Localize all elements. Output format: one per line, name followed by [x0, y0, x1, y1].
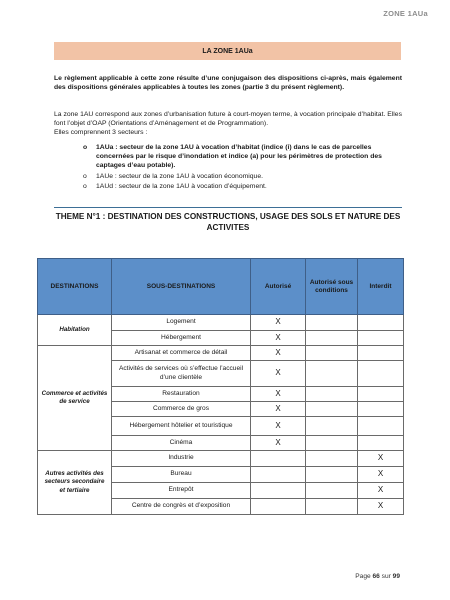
sector-text: 1AUe : secteur de la zone 1AU à vocation économique.	[96, 172, 264, 180]
conditions-cell	[306, 402, 358, 417]
conditions-cell	[306, 331, 358, 346]
intro-paragraph	[54, 110, 402, 138]
autorise-cell	[251, 483, 306, 499]
conditions-cell	[306, 361, 358, 387]
bullet-icon: o	[83, 172, 87, 180]
destination-cell: Commerce et activités de service	[38, 346, 112, 451]
sous-destination-cell: Hébergement	[112, 331, 251, 346]
sous-destination-cell: Activités de services où s’effectue l’accueil d’une clientèle	[112, 361, 251, 387]
sous-destination-cell: Logement	[112, 315, 251, 331]
conditions-cell	[306, 387, 358, 402]
conditions-cell	[306, 417, 358, 436]
autorise-cell: X	[251, 331, 306, 346]
conditions-cell	[306, 467, 358, 483]
sous-destination-cell: Cinéma	[112, 436, 251, 451]
bullet-icon: o	[83, 144, 88, 151]
page-number: 66	[372, 573, 380, 580]
autorise-cell	[251, 451, 306, 467]
destination-cell: Autres activités des secteurs secondaire et tertiaire	[38, 451, 112, 515]
interdit-cell	[358, 315, 404, 331]
header-destinations: DESTINATIONS	[38, 259, 112, 315]
autorise-cell: X	[251, 387, 306, 402]
autorise-cell: X	[251, 315, 306, 331]
sector-text: 1AUd : secteur de la zone 1AU à vocation d’équipement.	[96, 182, 267, 190]
autorise-cell: X	[251, 417, 306, 436]
conditions-cell	[306, 346, 358, 361]
header-sous-destinations: SOUS-DESTINATIONS	[112, 259, 251, 315]
sectors-list	[83, 143, 404, 192]
intro-bold-paragraph: Le règlement applicable à cette zone résulte d’une conjugaison des dispositions ci-après, mais également des dispositions générales applicables à toutes les zones (partie 3 du présent règlement).	[54, 75, 402, 92]
interdit-cell: X	[358, 467, 404, 483]
sector-item	[83, 172, 404, 181]
destination-cell: Habitation	[38, 315, 112, 346]
interdit-cell	[358, 361, 404, 387]
sous-destination-cell: Industrie	[112, 451, 251, 467]
table-row	[38, 315, 404, 331]
bullet-icon: o	[83, 182, 87, 190]
autorise-cell: X	[251, 361, 306, 387]
zone-title-banner: LA ZONE 1AUa	[54, 42, 401, 60]
intro-text: La zone 1AU correspond aux zones d’urbanisation future à court-moyen terme, à vocation principale d’habitat. Elles font l’objet d’OAP (Orientations d’Aménagement et de Programmation).	[54, 111, 402, 128]
zone-header-label: ZONE 1AUa	[383, 9, 428, 18]
interdit-cell	[358, 387, 404, 402]
interdit-cell: X	[358, 499, 404, 515]
autorise-cell: X	[251, 346, 306, 361]
sectors-intro: Elles comprennent 3 secteurs :	[54, 129, 148, 137]
conditions-cell	[306, 483, 358, 499]
conditions-cell	[306, 315, 358, 331]
table-header-row	[38, 259, 404, 315]
sous-destination-cell: Artisanat et commerce de détail	[112, 346, 251, 361]
header-autorise: Autorisé	[251, 259, 306, 315]
interdit-cell	[358, 331, 404, 346]
sous-destination-cell: Bureau	[112, 467, 251, 483]
table-body	[38, 315, 404, 515]
destinations-table	[37, 258, 404, 515]
sous-destination-cell: Entrepôt	[112, 483, 251, 499]
interdit-cell	[358, 417, 404, 436]
autorise-cell: X	[251, 436, 306, 451]
sous-destination-cell: Restauration	[112, 387, 251, 402]
autorise-cell	[251, 499, 306, 515]
page-total: 99	[392, 573, 400, 580]
sector-text: 1AUa : secteur de la zone 1AU à vocation d’habitat (indice (i) dans le cas de parcelles concernées par le risque d’inondation et indice (a) pour les périmètres de protection des captages d’eau potable).	[96, 144, 382, 170]
conditions-cell	[306, 436, 358, 451]
sous-destination-cell: Hébergement hôtelier et touristique	[112, 417, 251, 436]
sector-item	[83, 143, 404, 171]
header-autorise-sous-conditions: Autorisé sous conditions	[306, 259, 358, 315]
footer-prefix: Page	[355, 573, 373, 580]
interdit-cell	[358, 436, 404, 451]
theme-rule	[54, 207, 402, 208]
page-footer	[355, 573, 400, 580]
interdit-cell: X	[358, 483, 404, 499]
header-interdit: Interdit	[358, 259, 404, 315]
sous-destination-cell: Commerce de gros	[112, 402, 251, 417]
conditions-cell	[306, 499, 358, 515]
autorise-cell	[251, 467, 306, 483]
autorise-cell: X	[251, 402, 306, 417]
sous-destination-cell: Centre de congrès et d’exposition	[112, 499, 251, 515]
interdit-cell: X	[358, 451, 404, 467]
table-row	[38, 451, 404, 467]
conditions-cell	[306, 451, 358, 467]
footer-separator: sur	[379, 573, 393, 580]
interdit-cell	[358, 346, 404, 361]
sector-item	[83, 182, 404, 191]
interdit-cell	[358, 402, 404, 417]
theme-title: THEME N°1 : DESTINATION DES CONSTRUCTIONS, USAGE DES SOLS ET NATURE DES ACTIVITES	[55, 212, 401, 232]
table-row	[38, 346, 404, 361]
